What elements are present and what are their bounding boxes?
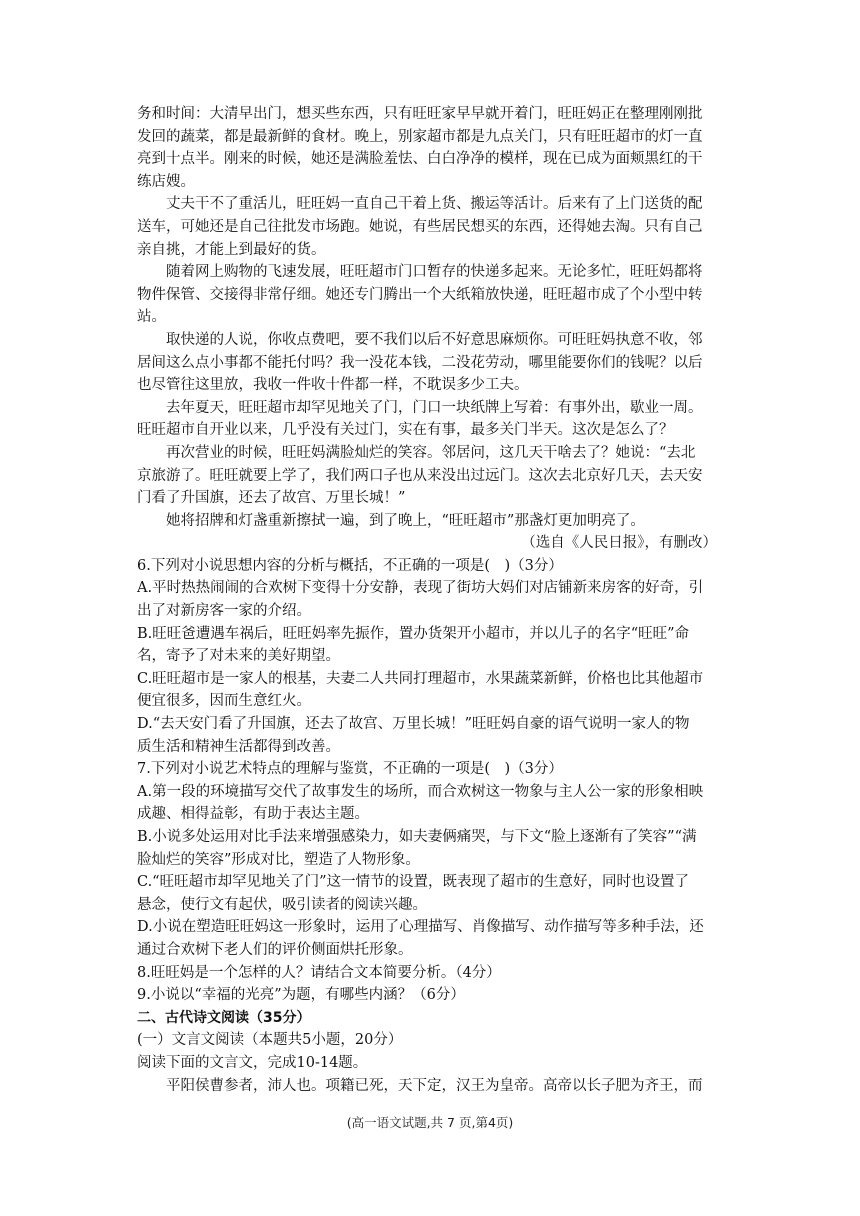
- passage-line: 也尽管往这里放，我收一件收十件都一样，不耽误多少工夫。: [137, 377, 529, 394]
- section-heading: 二、古代诗文阅读（35分）: [137, 1009, 311, 1026]
- question-7-stem: 7.下列对小说艺术特点的理解与鉴赏，不正确的一项是( )（3分）: [137, 761, 563, 778]
- source-note: （选自《人民日报》，有删改）: [521, 535, 717, 552]
- passage-line: 练店嫂。: [137, 173, 195, 190]
- q7-option-line: 成趣、相得益彰，有助于表达主题。: [137, 806, 369, 823]
- page-content: [137, 103, 725, 1097]
- passage-line: 门看了升国旗，还去了故宫、万里长城！”: [137, 490, 406, 507]
- passage-line: 她将招牌和灯盏重新擦拭一遍，到了晚上，“旺旺超市”那盏灯更加明亮了。: [166, 512, 645, 529]
- subsection-heading: (一）文言文阅读（本题共5小题，20分）: [137, 1032, 403, 1049]
- passage-line: 京旅游了。旺旺就要上学了，我们两口子也从来没出过远门。这次去北京好几天，去天安: [137, 467, 703, 484]
- passage-line: 居间这么点小事都不能托付吗？我一没花本钱，二没花劳动，哪里能要你们的钱呢？以后: [137, 354, 703, 371]
- q7-option-line: A.第一段的环境描写交代了故事发生的场所，而合欢树这一物象与主人公一家的形象相映: [137, 783, 704, 800]
- question-8: 8.旺旺妈是一个怎样的人？请结合文本简要分析。（4分）: [137, 964, 501, 981]
- q6-option-line: 出了对新房客一家的介绍。: [137, 603, 311, 620]
- passage-line: 站。: [137, 309, 166, 326]
- q7-option-line: D.小说在塑造旺旺妈这一形象时，运用了心理描写、肖像描写、动作描写等多种手法，还: [137, 919, 704, 936]
- q7-option-line: 通过合欢树下老人们的评价侧面烘托形象。: [137, 941, 413, 958]
- question-9: 9.小说以“幸福的光亮”为题，有哪些内涵？（6分）: [137, 987, 465, 1004]
- q6-option-line: B.旺旺爸遭遇车祸后，旺旺妈率先振作，置办货架开小超市，并以儿子的名字“旺旺”命: [137, 625, 690, 642]
- q6-option-line: 名，寄予了对未来的美好期望。: [137, 648, 340, 665]
- q7-option-line: 脸灿烂的笑容”形成对比，塑造了人物形象。: [137, 851, 420, 868]
- passage-line: 再次营业的时候，旺旺妈满脸灿烂的笑容。邻居问，这几天干啥去了？她说：“去北: [166, 444, 696, 461]
- passage-line: 丈夫干不了重活儿，旺旺妈一直自己干着上货、搬运等活计。后来有了上门送货的配: [166, 196, 703, 213]
- page-footer: (高一语文试题,共 7 页,第4页): [346, 1115, 514, 1130]
- passage-line: 取快递的人说，你收点费吧，要不我们以后不好意思麻烦你。可旺旺妈执意不收，邻: [166, 331, 703, 348]
- question-6-stem: 6.下列对小说思想内容的分析与概括，不正确的一项是( )（3分）: [137, 557, 563, 574]
- passage-line: 务和时间：大清早出门，想买些东西，只有旺旺家早早就开着门，旺旺妈正在整理刚刚批: [137, 106, 703, 122]
- passage-line: 旺旺超市自开业以来，几乎没有关过门，实在有事，最多关门半天。这次是怎么了？: [137, 422, 674, 439]
- reading-instruction: 阅读下面的文言文，完成10-14题。: [137, 1054, 368, 1071]
- q6-option-line: A.平时热热闹闹的合欢树下变得十分安静，表现了街坊大妈们对店铺新来房客的好奇，引: [137, 580, 704, 597]
- passage-line: 随着网上购物的飞速发展，旺旺超市门口暂存的快递多起来。无论多忙，旺旺妈都将: [166, 264, 703, 281]
- q7-option-line: 悬念，使行文有起伏，吸引读者的阅读兴趣。: [137, 896, 427, 913]
- q6-option-line: C.旺旺超市是一家人的根基，夫妻二人共同打理超市，水果蔬菜新鲜，价格也比其他超市: [137, 670, 704, 687]
- q7-option-line: B.小说多处运用对比手法来增强感染力，如夫妻俩痛哭，与下文“脸上逐渐有了笑容”“满: [137, 829, 697, 845]
- passage-line: 物件保管、交接得非常仔细。她还专门腾出一个大纸箱放快递，旺旺超市成了个小型中转: [137, 286, 703, 303]
- q7-option-line: C.“旺旺超市却罕见地关了门”这一情节的设置，既表现了超市的生意好，同时也设置了: [137, 874, 690, 891]
- q6-option-line: 质生活和精神生活都得到改善。: [137, 738, 340, 755]
- passage-line: 去年夏天，旺旺超市却罕见地关了门，门口一块纸牌上写着：有事外出，歇业一周。: [166, 399, 703, 416]
- q6-option-line: D.“去天安门看了升国旗，还去了故宫、万里长城！”旺旺妈自豪的语气说明一家人的物: [137, 716, 690, 733]
- passage-line: 送车，可她还是自己往批发市场跑。她说，有些居民想买的东西，还得她去淘。只有自己: [137, 218, 703, 235]
- q6-option-line: 便宜很多，因而生意红火。: [137, 693, 311, 710]
- passage-line: 亲自挑，才能上到最好的货。: [137, 241, 326, 258]
- passage-line: 亮到十点半。刚来的时候，她还是满脸羞怯、白白净净的模样，现在已成为面颊黑红的干: [137, 151, 703, 168]
- passage-line: 发回的蔬菜，都是最新鲜的食材。晚上，别家超市都是九点关门，只有旺旺超市的灯一直: [137, 128, 703, 145]
- classical-text-line: 平阳侯曹参者，沛人也。项籍已死，天下定，汉王为皇帝。高帝以长子肥为齐王，而: [166, 1077, 703, 1094]
